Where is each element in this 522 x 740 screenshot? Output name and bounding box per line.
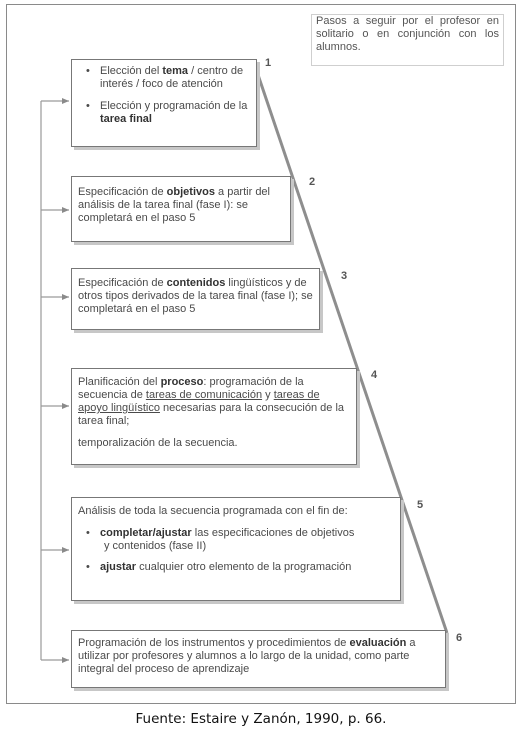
step-2-text-b: a partir del análisis de la tarea final (fase I): se completará en el paso 5 [78, 186, 270, 224]
step-5-item-2-bold: ajustar [100, 561, 137, 573]
note-box [311, 14, 504, 66]
step-6-box [71, 630, 446, 688]
bullet: • [86, 100, 90, 112]
step-1-box [71, 59, 257, 147]
step-4-text-a: Planificación del [78, 376, 161, 388]
bullet: • [86, 561, 90, 573]
step-3-number: 3 [341, 270, 348, 282]
step-4-bold: proceso [160, 376, 204, 388]
step-1-item-1-bold: tema [162, 65, 189, 77]
step-4-number: 4 [371, 369, 378, 381]
step-4-underline-b: tareas de apoyo lingüístico [78, 389, 320, 414]
step-4-paragraph-1 [78, 376, 350, 428]
step-2-number: 2 [309, 176, 316, 188]
step-1-number: 1 [265, 57, 272, 69]
step-1-item-1-text-a: Elección del [100, 65, 163, 77]
step-1-item-1-text-b: / centro de interés / foco de atención [100, 65, 244, 90]
step-1-item-1 [78, 65, 250, 91]
step-5-item-1-extra: y contenidos (fase II) [104, 540, 207, 552]
step-4-text-d: necesarias para la consecución de la tarea final; [78, 402, 345, 427]
step-6-text-b: a utilizar por profesores y alumnos a lo largo de la unidad, como parte integral del proceso de aprendizaje [78, 637, 416, 675]
step-5-item-1-text: las especificaciones de objetivos [191, 527, 355, 539]
step-2-text-a: Especificación de [78, 186, 167, 198]
step-3-text-b: lingüísticos y de otros tipos derivados de la tarea final (fase I); se completará en el paso 5 [78, 277, 313, 315]
step-3-box [71, 268, 320, 330]
bullet: • [86, 65, 90, 77]
step-4-text-c: y [262, 389, 274, 401]
bullet: • [86, 527, 90, 539]
step-1-item-2-text: Elección y programación de la [100, 100, 248, 112]
step-4-box [71, 368, 357, 465]
figure-caption: Fuente: Estaire y Zanón, 1990, p. 66. [135, 711, 387, 727]
step-5-item-2 [78, 561, 394, 574]
step-5-item-1-bold: completar/ajustar [100, 527, 192, 539]
step-2-box [71, 176, 291, 242]
step-6-text-a: Programación de los instrumentos y procedimientos de [78, 637, 350, 649]
step-3-text-a: Especificación de [78, 277, 167, 289]
step-2-bold: objetivos [166, 186, 215, 198]
step-4-underline-a: tareas de comunicación [145, 389, 263, 401]
step-5-intro: Análisis de toda la secuencia programada con el fin de: [78, 505, 348, 517]
step-6-bold: evaluación [349, 637, 407, 649]
step-4-paragraph-2: temporalización de la secuencia. [78, 437, 238, 449]
note-text: Pasos a seguir por el profesor en solitario o en conjunción con los alumnos. [316, 15, 499, 53]
step-5-number: 5 [417, 499, 424, 511]
step-1-item-2-bold: tarea final [100, 113, 152, 125]
step-5-item-1 [78, 527, 394, 553]
step-5-item-2-text: cualquier otro elemento de la programación [136, 561, 352, 573]
step-4-text-b: : programación de la secuencia de [78, 376, 304, 401]
step-5-box [71, 497, 401, 601]
step-1-item-2 [78, 100, 250, 126]
step-3-bold: contenidos [166, 277, 226, 289]
step-6-number: 6 [456, 632, 463, 644]
